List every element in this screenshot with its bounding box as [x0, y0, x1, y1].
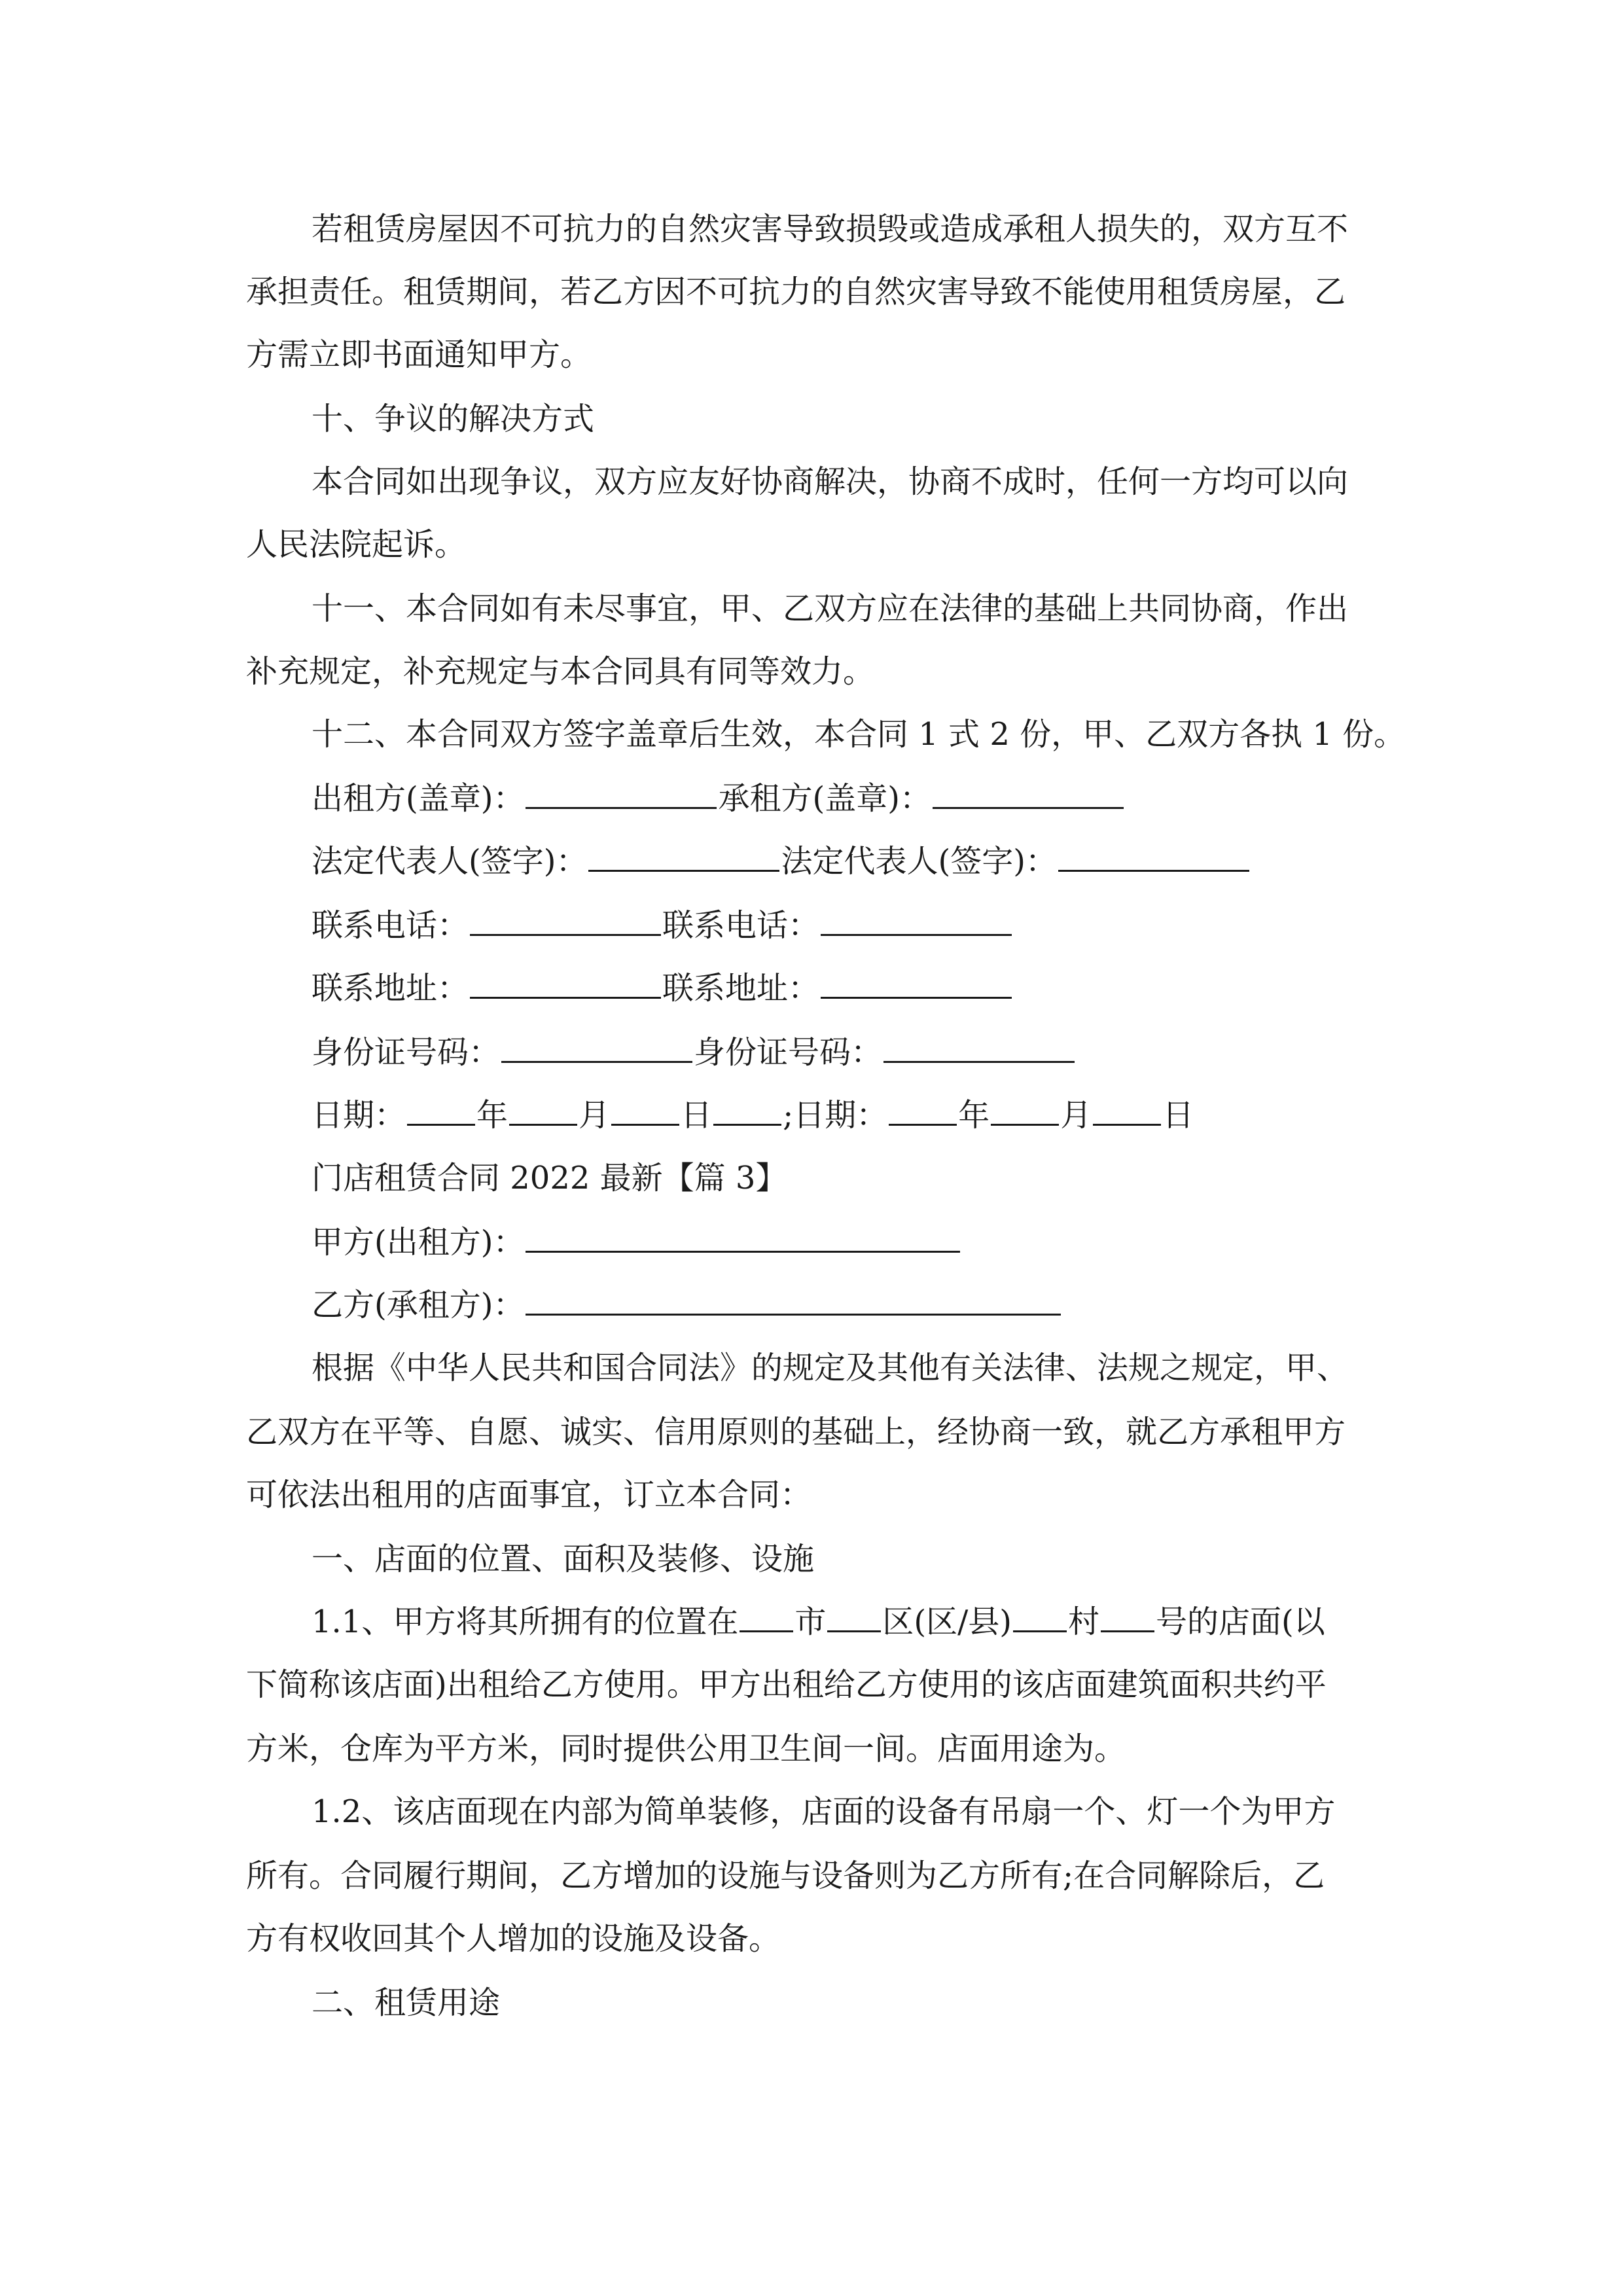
signature-id-row [312, 1031, 1076, 1073]
party-a-row [312, 1221, 961, 1263]
heading-dispute-resolution: 十、争议的解决方式 [312, 401, 595, 437]
clause-1-2-line-3: 方有权收回其个人增加的设施及设备。 [246, 1920, 781, 1957]
signature-date-row [312, 1094, 1194, 1136]
lessor-phone-blank[interactable] [470, 908, 661, 936]
lessee-id-blank[interactable] [883, 1035, 1075, 1063]
lessee-year-blank[interactable] [889, 1098, 957, 1126]
basis-line-3: 可依法出租用的店面事宜，订立本合同： [246, 1477, 812, 1513]
dispute-line-2: 人民法院起诉。 [246, 526, 467, 563]
clause-11-line-2: 补充规定，补充规定与本合同具有同等效力。 [246, 653, 875, 690]
lessor-legal-rep-blank[interactable] [588, 844, 779, 872]
number-label: 号的店面(以 [1156, 1604, 1325, 1640]
force-majeure-line-1: 若租赁房屋因不可抗力的自然灾害导致损毁或造成承租人损失的，双方互不 [312, 211, 1349, 247]
lessor-id-blank[interactable] [501, 1035, 692, 1063]
day-label: 日 [681, 1097, 713, 1134]
lessor-day-blank[interactable] [611, 1098, 679, 1126]
month-label: 月 [579, 1097, 611, 1134]
clause-1-2-line-1: 1.2、该店面现在内部为简单装修，店面的设备有吊扇一个、灯一个为甲方 [312, 1793, 1336, 1830]
number-blank[interactable] [1101, 1604, 1154, 1632]
heading-location-area: 一、店面的位置、面积及装修、设施 [312, 1541, 815, 1577]
district-label: 区(区/县) [882, 1604, 1012, 1640]
force-majeure-line-3: 方需立即书面通知甲方。 [246, 336, 592, 373]
lessor-seal-label: 出租方(盖章)： [312, 780, 525, 817]
date-gap-blank[interactable] [713, 1098, 781, 1126]
dispute-line-1: 本合同如出现争议，双方应友好协商解决，协商不成时，任何一方均可以向 [312, 463, 1349, 500]
lessor-id-label: 身份证号码： [312, 1034, 501, 1071]
force-majeure-line-2: 承担责任。租赁期间，若乙方因不可抗力的自然灾害导致不能使用租赁房屋，乙 [246, 274, 1346, 310]
lessee-phone-blank[interactable] [821, 908, 1012, 936]
clause-1-1-start: 1.1、甲方将其所拥有的位置在 [312, 1604, 739, 1640]
party-a-label: 甲方(出租方)： [312, 1224, 525, 1261]
clause-12: 十二、本合同双方签字盖章后生效，本合同 1 式 2 份，甲、乙双方各执 1 份。 [312, 716, 1406, 753]
year-label: 年 [958, 1097, 990, 1134]
day-label: 日 [1162, 1097, 1194, 1134]
party-a-blank[interactable] [526, 1225, 960, 1253]
village-label: 村 [1068, 1604, 1100, 1640]
lessor-month-blank[interactable] [509, 1098, 577, 1126]
section-title: 门店租赁合同 2022 最新【篇 3】 [312, 1160, 787, 1196]
clause-1-1-line-2: 下简称该店面)出租给乙方使用。甲方出租给乙方使用的该店面建筑面积共约平 [246, 1666, 1327, 1703]
year-label: 年 [476, 1097, 508, 1134]
lessee-id-label: 身份证号码： [694, 1034, 883, 1071]
lessee-seal-blank[interactable] [933, 781, 1124, 809]
clause-1-1-line-1 [312, 1601, 1325, 1643]
signature-seal-row [312, 778, 1125, 819]
clause-11-line-1: 十一、本合同如有未尽事宜，甲、乙双方应在法律的基础上共同协商，作出 [312, 590, 1349, 627]
month-label: 月 [1060, 1097, 1092, 1134]
lessor-date-label: 日期： [312, 1097, 406, 1134]
district-blank[interactable] [827, 1604, 881, 1632]
lessee-month-blank[interactable] [991, 1098, 1059, 1126]
lessee-legal-rep-blank[interactable] [1058, 844, 1249, 872]
lessee-date-label: ;日期： [783, 1097, 888, 1134]
party-b-label: 乙方(承租方)： [312, 1287, 525, 1323]
lessee-address-blank[interactable] [821, 971, 1012, 999]
basis-line-1: 根据《中华人民共和国合同法》的规定及其他有关法律、法规之规定，甲、 [312, 1350, 1349, 1386]
lessor-address-blank[interactable] [470, 971, 661, 999]
lessee-address-label: 联系地址： [662, 970, 820, 1007]
basis-line-2: 乙双方在平等、自愿、诚实、信用原则的基础上，经协商一致，就乙方承租甲方 [246, 1414, 1346, 1450]
lessee-phone-label: 联系电话： [662, 907, 820, 944]
signature-legal-rep-row [312, 840, 1251, 882]
heading-lease-purpose: 二、租赁用途 [312, 1984, 501, 2021]
lessee-legal-rep-label: 法定代表人(签字)： [781, 843, 1057, 880]
village-blank[interactable] [1013, 1604, 1067, 1632]
clause-1-2-line-2: 所有。合同履行期间，乙方增加的设施与设备则为乙方所有;在合同解除后，乙 [246, 1857, 1325, 1894]
city-blank[interactable] [740, 1604, 793, 1632]
party-b-blank[interactable] [526, 1287, 1061, 1316]
lessor-phone-label: 联系电话： [312, 907, 469, 944]
signature-address-row [312, 967, 1013, 1009]
lessor-seal-blank[interactable] [526, 781, 717, 809]
clause-1-1-line-3: 方米，仓库为平方米，同时提供公用卫生间一间。店面用途为。 [246, 1731, 1126, 1767]
lessee-seal-label: 承租方(盖章)： [718, 780, 931, 817]
lessor-address-label: 联系地址： [312, 970, 469, 1007]
lessor-year-blank[interactable] [407, 1098, 475, 1126]
party-b-row [312, 1284, 1062, 1326]
signature-phone-row [312, 905, 1013, 946]
lessee-day-blank[interactable] [1093, 1098, 1161, 1126]
city-label: 市 [794, 1604, 827, 1640]
lessor-legal-rep-label: 法定代表人(签字)： [312, 843, 588, 880]
